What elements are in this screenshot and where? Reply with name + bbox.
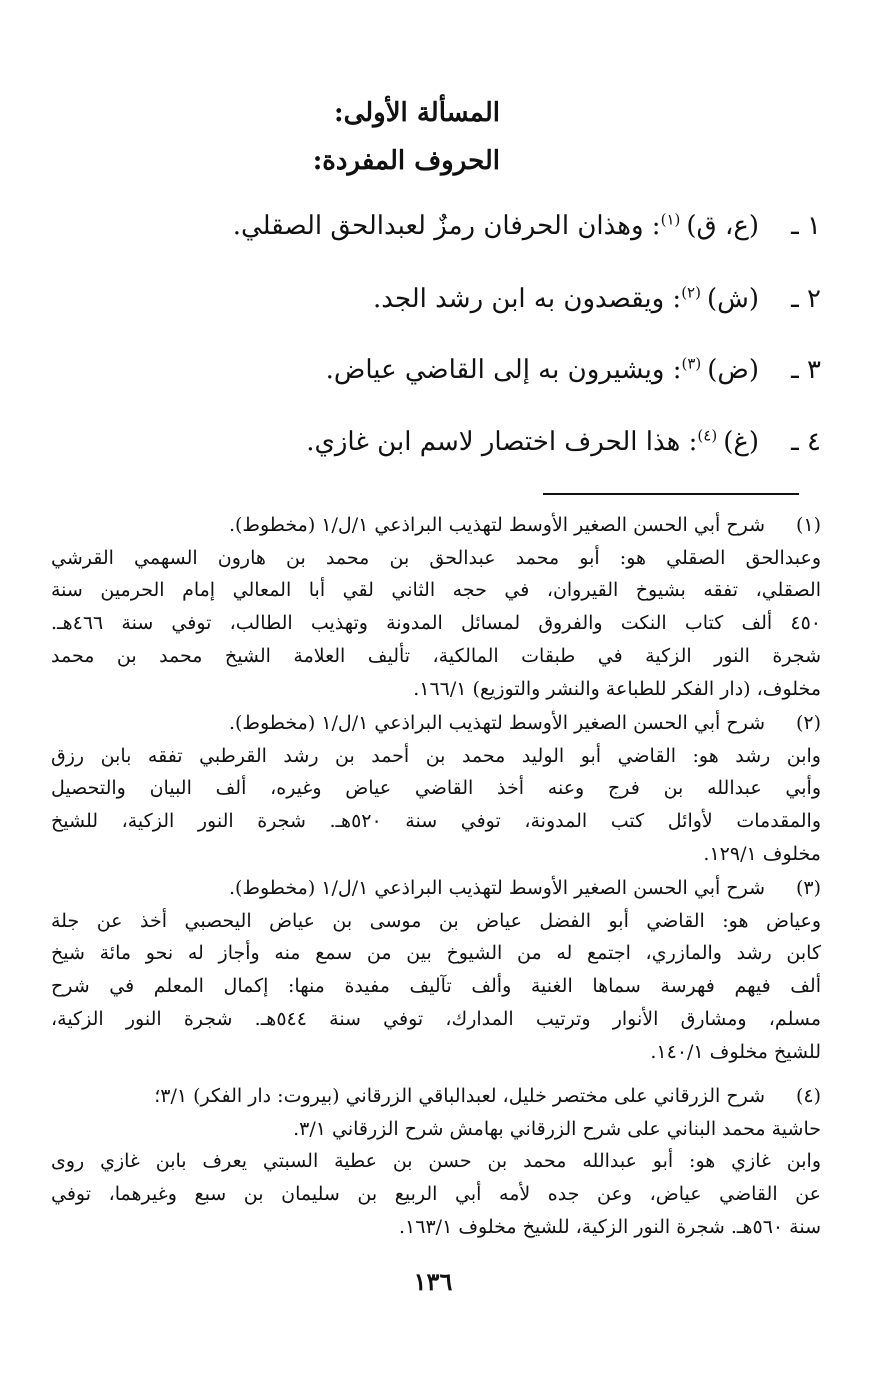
item-text: : ويقصدون به ابن رشد الجد. bbox=[373, 284, 682, 314]
footnote-ref[interactable]: (٤) bbox=[697, 426, 718, 445]
footnote-number: (٢) bbox=[795, 712, 821, 734]
footnote-first-line bbox=[51, 1080, 821, 1113]
item-key: (ش) bbox=[706, 284, 759, 314]
list-item bbox=[326, 351, 821, 389]
item-key: (ض) bbox=[707, 355, 759, 385]
item-number: ٢ ـ bbox=[791, 284, 821, 314]
item-key: (ع، ق) bbox=[686, 211, 759, 241]
list-item bbox=[306, 423, 821, 461]
section-subtitle: الحروف المفردة: bbox=[312, 146, 500, 176]
footnote-line: عن القاضي عياض، وعن جده لأمه أبي الربيع بن سليمان بن سبع وغيرهما، توفي bbox=[51, 1183, 821, 1206]
footnote-line: مخلوف ١٢٩/١. bbox=[703, 842, 821, 865]
footnote bbox=[51, 509, 821, 705]
footnote-line: سنة ٥٦٠هـ. شجرة النور الزكية، للشيخ مخلوف ١٦٣/١. bbox=[399, 1215, 821, 1238]
footnote-first-line bbox=[51, 707, 821, 740]
item-text: : هذا الحرف اختصار لاسم ابن غازي. bbox=[306, 427, 698, 457]
footnote-first-line bbox=[51, 872, 821, 905]
footnote-line: مسلم، ومشارق الأنوار وترتيب المدارك، توفي سنة ٥٤٤هـ. شجرة النور الزكية، bbox=[51, 1007, 821, 1030]
footnote-line: وعياض هو: القاضي أبو الفضل عياض بن موسى بن عياض اليحصبي أخذ عن جلة bbox=[51, 909, 821, 932]
footnote-line: والمقدمات لأوائل كتب المدونة، توفي سنة ٥٢٠هـ. شجرة النور الزكية، للشيخ bbox=[51, 810, 821, 833]
footnote bbox=[51, 707, 821, 871]
footnote-ref[interactable]: (١) bbox=[660, 210, 681, 229]
footnote-line: ألف فيهم فهرسة سماها الغنية وألف تآليف مفيدة منها: إكمال المعلم في شرح bbox=[51, 975, 821, 998]
footnote-line: مخلوف، (دار الفكر للطباعة والنشر والتوزيع) ١٦٦/١. bbox=[413, 677, 821, 700]
footnote bbox=[51, 1080, 821, 1244]
item-number: ١ ـ bbox=[791, 211, 821, 241]
footnote-ref[interactable]: (٣) bbox=[681, 354, 702, 373]
item-key: (غ) bbox=[723, 427, 759, 457]
footnote-first-line bbox=[51, 509, 821, 542]
page-number: ١٣٦ bbox=[413, 1267, 453, 1296]
footnote-line: للشيخ مخلوف ١٤٠/١. bbox=[650, 1040, 821, 1063]
footnote-line: وابن غازي هو: أبو عبدالله محمد بن حسن بن عطية السبتي يعرف بابن غازي روى bbox=[51, 1150, 821, 1173]
footnote-number: (٣) bbox=[795, 877, 821, 899]
footnote-source: شرح الزرقاني على مختصر خليل، لعبدالباقي الزرقاني (بيروت: دار الفكر) ٣/١؛ bbox=[154, 1085, 765, 1107]
footnote-line: ٤٥٠ ألف كتاب النكت والفروق لمسائل المدونة وتهذيب الطالب، توفي سنة ٤٦٦هـ. bbox=[51, 612, 821, 635]
footnote-line: الصقلي، تفقه بشيوخ القيروان، في حجه الثاني لقي أبا المعالي إمام الحرمين سنة bbox=[51, 579, 821, 602]
footnote-line: وأبي عبدالله بن فرج وعنه أخذ القاضي عياض وغيره، ألف البيان والتحصيل bbox=[51, 777, 821, 800]
footnote-line: وعبدالحق الصقلي هو: أبو محمد عبدالحق بن محمد بن هارون السهمي القرشي bbox=[51, 546, 821, 569]
footnote-source: شرح أبي الحسن الصغير الأوسط لتهذيب البراذعي ١/ل/١ (مخطوط). bbox=[228, 877, 765, 899]
item-text: : وهذان الحرفان رمزٌ لعبدالحق الصقلي. bbox=[232, 211, 661, 241]
item-number: ٣ ـ bbox=[791, 355, 821, 385]
footnote-source: شرح أبي الحسن الصغير الأوسط لتهذيب البراذعي ١/ل/١ (مخطوط). bbox=[228, 514, 765, 536]
footnote-line: وابن رشد هو: القاضي أبو الوليد محمد بن أحمد بن رشد القرطبي تفقه بابن رزق bbox=[51, 744, 821, 767]
footnote-source: شرح أبي الحسن الصغير الأوسط لتهذيب البراذعي ١/ل/١ (مخطوط). bbox=[228, 712, 765, 734]
item-number: ٤ ـ bbox=[791, 427, 821, 457]
footnote-line: شجرة النور الزكية في طبقات المالكية، تأليف العلامة الشيخ محمد بن محمد bbox=[51, 644, 821, 667]
footnote-number: (٤) bbox=[795, 1085, 821, 1107]
list-item bbox=[373, 280, 821, 318]
item-text: : ويشيرون به إلى القاضي عياض. bbox=[325, 355, 682, 385]
footnote-ref[interactable]: (٢) bbox=[681, 283, 701, 302]
footnote bbox=[51, 872, 821, 1068]
footnote-number: (١) bbox=[795, 514, 821, 536]
list-item bbox=[233, 207, 821, 245]
footnote-line: حاشية محمد البناني على شرح الزرقاني بهامش شرح الزرقاني ٣/١. bbox=[293, 1117, 821, 1140]
footnote-separator bbox=[543, 493, 799, 495]
footnote-line: كابن رشد والمازري، اجتمع له من الشيوخ بين من سمع منه وأجاز له نحو مائة شيخ bbox=[51, 942, 821, 965]
section-title: المسألة الأولى: bbox=[333, 98, 500, 128]
